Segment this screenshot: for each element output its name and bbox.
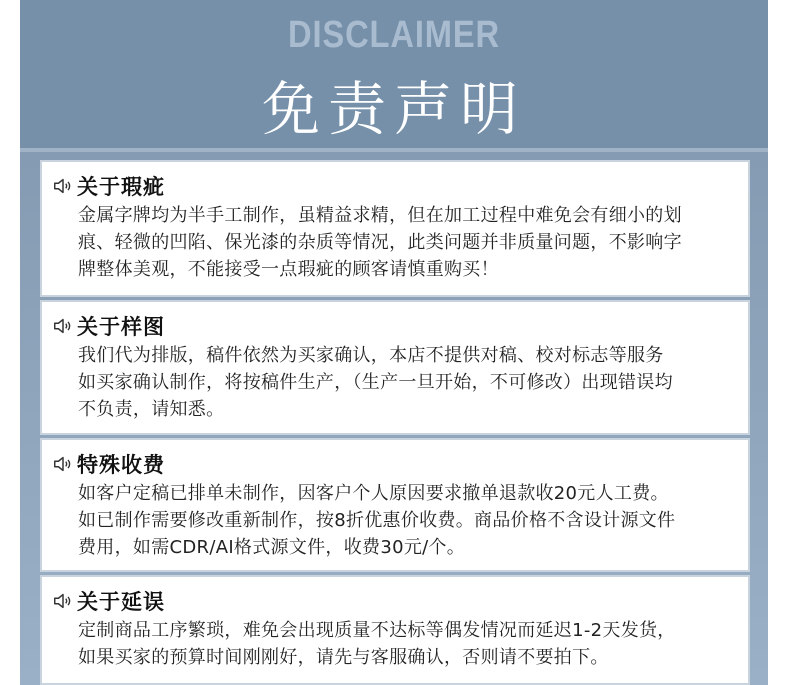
section-card-flaws: [40, 160, 750, 297]
header-banner: [20, 0, 768, 152]
section-title-row: [52, 450, 165, 478]
section-title: 特殊收费: [77, 453, 165, 477]
section-body: [78, 342, 742, 423]
speaker-icon: [52, 590, 74, 612]
section-line: 金属字牌均为半手工制作，虽精益求精，但在加工过程中难免会有细小的划: [78, 205, 682, 226]
speaker-icon: [52, 175, 74, 197]
section-line: 如已制作需要修改重新制作，按8折优惠价收费。商品价格不含设计源文件: [78, 510, 676, 531]
section-card-delay: [40, 575, 750, 685]
header-title-en: DISCLAIMER: [288, 14, 500, 56]
speaker-icon: [52, 315, 74, 337]
section-card-fees: [40, 438, 750, 572]
section-line: 牌整体美观，不能接受一点瑕疵的顾客请慎重购买！: [78, 259, 499, 280]
section-card-samples: [40, 300, 750, 435]
section-title: 关于瑕疵: [77, 175, 165, 199]
section-line: 痕、轻微的凹陷、保光漆的杂质等情况，此类问题并非质量问题，不影响字: [78, 232, 682, 253]
section-line: 如买家确认制作，将按稿件生产，（生产一旦开始，不可修改）出现错误均: [78, 372, 673, 393]
section-title-row: [52, 172, 165, 200]
section-body: [78, 617, 742, 671]
section-line: 如果买家的预算时间刚刚好，请先与客服确认，否则请不要拍下。: [78, 647, 609, 668]
speaker-icon: [52, 453, 74, 475]
section-body: [78, 480, 742, 561]
section-title-row: [52, 587, 165, 615]
section-line: 费用，如需CDR/AI格式源文件，收费30元/个。: [78, 537, 466, 558]
section-body: [78, 202, 742, 283]
section-title-row: [52, 312, 165, 340]
section-line: 不负责，请知悉。: [78, 399, 225, 420]
header-title-zh: 免责声明: [261, 75, 526, 143]
section-line: 我们代为排版，稿件依然为买家确认，本店不提供对稿、校对标志等服务: [78, 345, 664, 366]
section-line: 如客户定稿已排单未制作，因客户个人原因要求撤单退款收20元人工费。: [78, 483, 669, 504]
section-title: 关于样图: [77, 315, 165, 339]
section-title: 关于延误: [77, 590, 165, 614]
section-line: 定制商品工序繁琐，难免会出现质量不达标等偶发情况而延迟1-2天发货，: [78, 620, 676, 641]
